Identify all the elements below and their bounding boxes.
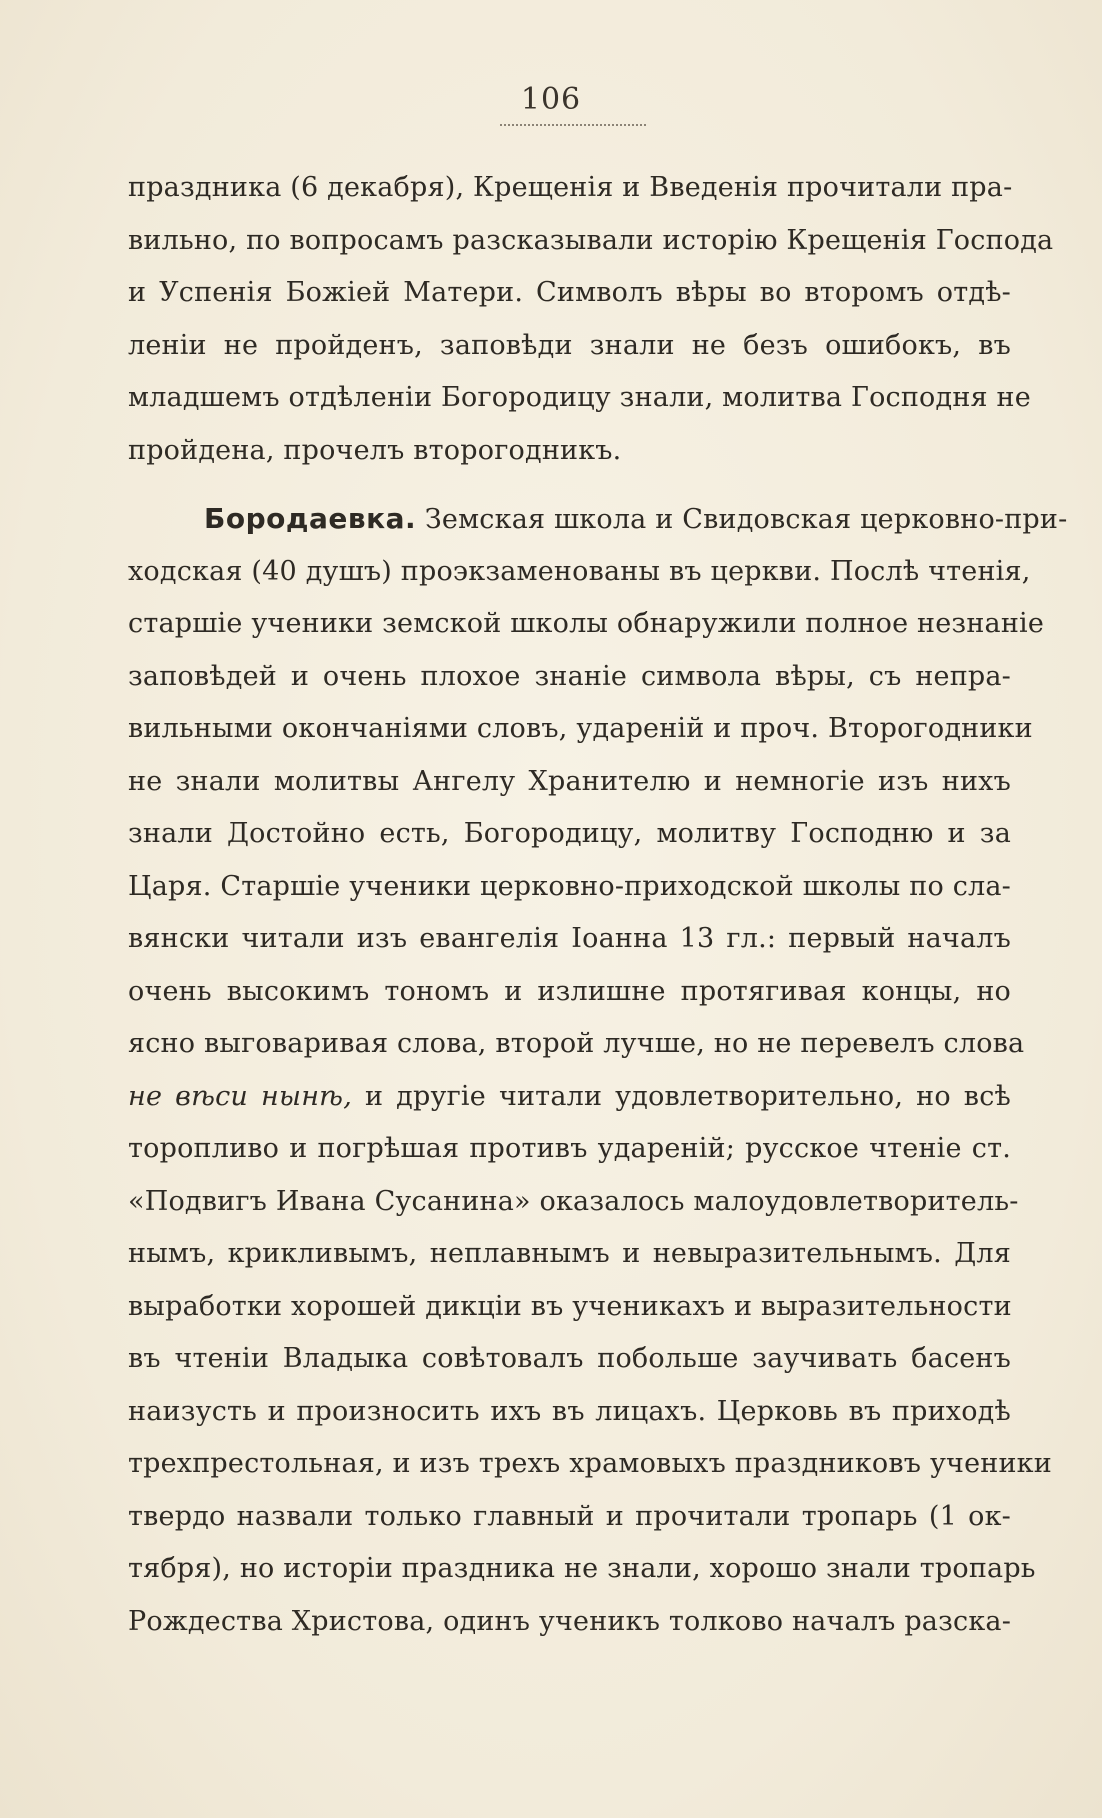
text-line	[128, 1071, 1011, 1124]
header-rule	[500, 124, 646, 126]
text-line	[128, 493, 1068, 546]
heading-line-rest: Земская школа и Свидовская церковно-при-	[416, 504, 1068, 535]
text-line: ясно выговаривая слова, второй лучше, но не перевелъ слова	[128, 1028, 1025, 1059]
page-number: 106	[520, 82, 582, 117]
text-line: тября), но исторіи праздника не знали, хорошо знали тропарь	[128, 1553, 1036, 1584]
paragraph-1	[128, 162, 1054, 477]
text-line: выработки хорошей дикціи въ ученикахъ и выразительности	[128, 1290, 1012, 1322]
paragraph-gap	[128, 477, 1011, 493]
text-line: пройдена, прочелъ второгодникъ.	[128, 434, 622, 466]
text-line: не знали молитвы Ангелу Хранителю и немногіе изъ нихъ	[128, 765, 1011, 797]
text-line: трехпрестольная, и изъ трехъ храмовыхъ праздниковъ ученики	[128, 1448, 1052, 1479]
text-line: «Подвигъ Ивана Сусанина» оказалось малоудовлетворитель-	[128, 1185, 1019, 1217]
italic-phrase: не вѣси нынѣ,	[128, 1080, 352, 1112]
text-line: старшіе ученики земской школы обнаружили полное незнаніе	[128, 608, 1045, 639]
text-line: младшемъ отдѣленіи Богородицу знали, молитва Господня не	[128, 382, 1031, 413]
text-line: очень высокимъ тономъ и излишне протягивая концы, но	[128, 975, 1011, 1007]
text-line: ходская (40 душъ) проэкзаменованы въ церкви. Послѣ чтенія,	[128, 555, 1031, 587]
text-line: нымъ, крикливымъ, неплавнымъ и невыразительнымъ. Для	[128, 1238, 1011, 1269]
text-line: и Успенія Божіей Матери. Символъ вѣры во второмъ отдѣ-	[128, 277, 1011, 308]
text-line: вильными окончаніями словъ, удареній и проч. Второгодники	[128, 713, 1033, 744]
italic-line-rest: и другіе читали удовлетворительно, но всѣ	[351, 1080, 1011, 1112]
text-line: Царя. Старшіе ученики церковно-приходской школы по сла-	[128, 870, 1011, 902]
text-line: Рождества Христова, одинъ ученикъ толково началъ разска-	[128, 1605, 1012, 1637]
paragraph-2	[128, 493, 1068, 1648]
text-line: твердо назвали только главный и прочитали тропарь (1 ок-	[128, 1500, 1011, 1532]
text-line: леніи не пройденъ, заповѣди знали не безъ ошибокъ, въ	[128, 329, 1011, 361]
section-heading: Бородаевка.	[204, 502, 417, 535]
text-line: наизусть и произносить ихъ въ лицахъ. Церковь въ приходѣ	[128, 1395, 1011, 1427]
text-line: въ чтеніи Владыка совѣтовалъ побольше заучивать басенъ	[128, 1343, 1011, 1374]
text-line: вянски читали изъ евангелія Іоанна 13 гл.: первый началъ	[128, 923, 1011, 954]
text-line: торопливо и погрѣшая противъ удареній; русское чтеніе ст.	[128, 1133, 1011, 1164]
text-line: вильно, по вопросамъ разсказывали исторію Крещенія Господа	[128, 224, 1054, 256]
page-body	[128, 162, 1068, 1648]
text-line: заповѣдей и очень плохое знаніе символа вѣры, съ непра-	[128, 660, 1011, 692]
text-line: знали Достойно есть, Богородицу, молитву Господню и за	[128, 818, 1011, 849]
text-line: праздника (6 декабря), Крещенія и Введенія прочитали пра-	[128, 172, 1013, 203]
